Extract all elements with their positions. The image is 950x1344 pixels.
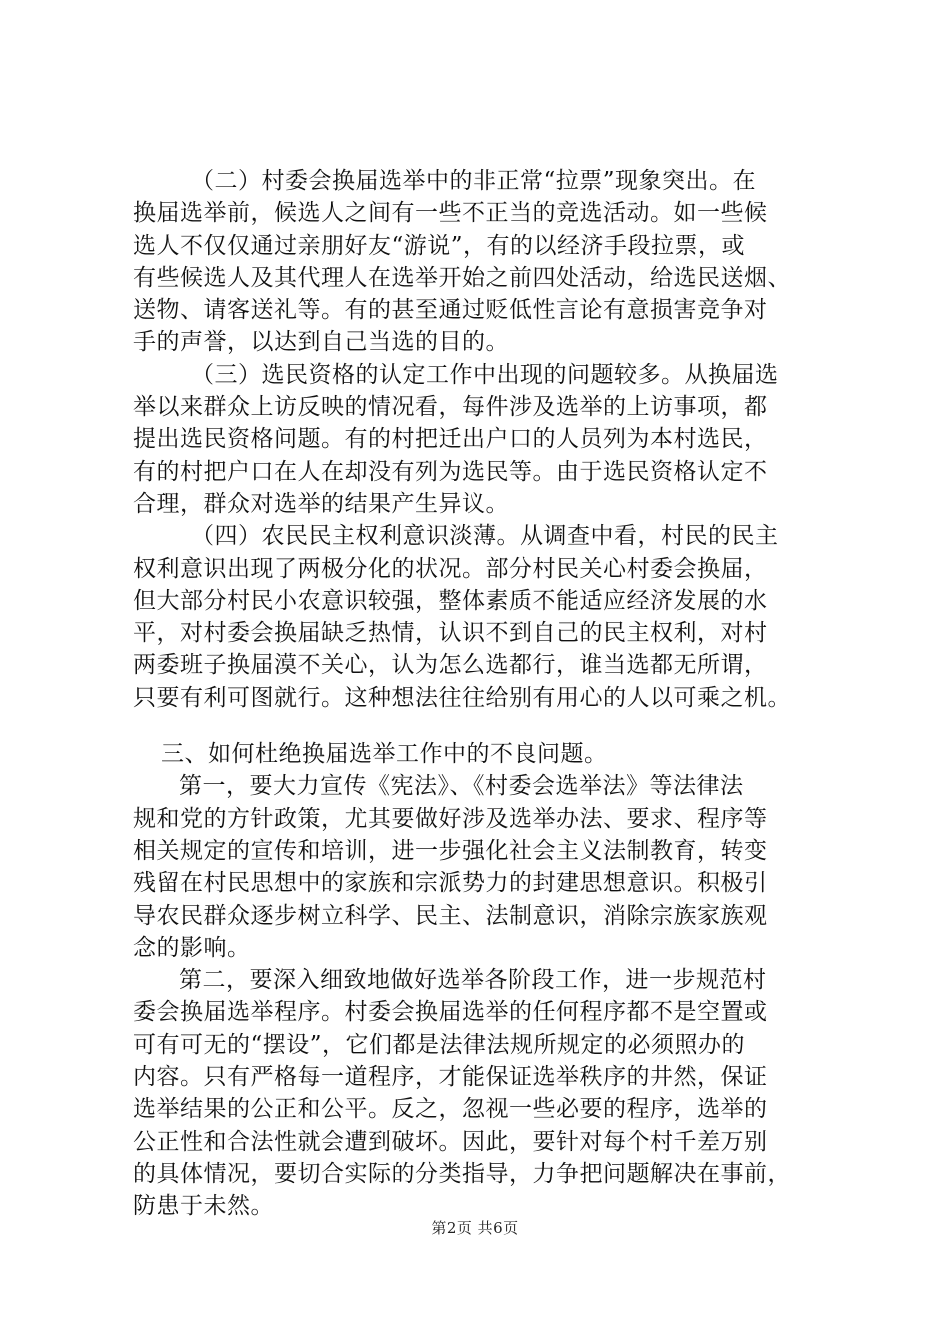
paragraph-line: 选人不仅仅通过亲朋好友“游说”，有的以经济手段拉票，或 — [133, 232, 746, 259]
section-heading: 三、如何杜绝换届选举工作中的不良问题。 — [161, 741, 608, 768]
paragraph-line: 第二，要深入细致地做好选举各阶段工作，进一步规范村 — [179, 967, 767, 994]
paragraph-line: 权利意识出现了两极分化的状况。部分村民关心村委会换届， — [133, 555, 768, 582]
paragraph-gap — [133, 714, 833, 738]
paragraph-section-4 — [133, 520, 833, 714]
paragraph-line: 相关规定的宣传和培训，进一步强化社会主义法制教育，转变 — [133, 837, 768, 864]
paragraph-line: 换届选举前，候选人之间有一些不正当的竞选活动。如一些候 — [133, 200, 768, 227]
document-body — [133, 165, 833, 1223]
paragraph-line: 两委班子换届漠不关心，认为怎么选都行，谁当选都无所谓， — [133, 652, 768, 679]
paragraph-line: 委会换届选举程序。村委会换届选举的任何程序都不是空置或 — [133, 999, 768, 1026]
paragraph-line: （四）农民民主权利意识淡薄。从调查中看，村民的民主 — [191, 523, 779, 550]
paragraph-line: （三）选民资格的认定工作中出现的问题较多。从换届选 — [191, 361, 779, 388]
paragraph-line: 防患于未然。 — [133, 1193, 274, 1220]
paragraph-measure-2 — [133, 964, 833, 1222]
paragraph-line: 有些候选人及其代理人在选举开始之前四处活动，给选民送烟、 — [133, 264, 791, 291]
paragraph-line: 残留在村民思想中的家族和宗派势力的封建思想意识。积极引 — [133, 870, 768, 897]
paragraph-line: 手的声誉，以达到自己当选的目的。 — [133, 329, 509, 356]
paragraph-line: 送物、请客送礼等。有的甚至通过贬低性言论有意损害竞争对 — [133, 297, 768, 324]
paragraph-line: 平，对村委会换届缺乏热情，认识不到自己的民主权利，对村 — [133, 620, 768, 647]
paragraph-section-3 — [133, 359, 833, 520]
paragraph-line: 只要有利可图就行。这种想法往往给别有用心的人以可乘之机。 — [133, 684, 791, 711]
paragraph-line: 的具体情况，要切合实际的分类指导，力争把问题解决在事前， — [133, 1160, 791, 1187]
paragraph-line: 提出选民资格问题。有的村把迁出户口的人员列为本村选民， — [133, 426, 768, 453]
paragraph-line: 举以来群众上访反映的情况看，每件涉及选举的上访事项，都 — [133, 394, 768, 421]
paragraph-line: 内容。只有严格每一道程序，才能保证选举秩序的井然，保证 — [133, 1064, 768, 1091]
paragraph-line: 可有可无的“摆设”，它们都是法律法规所规定的必须照办的 — [133, 1031, 746, 1058]
paragraph-line: 但大部分村民小农意识较强，整体素质不能适应经济发展的水 — [133, 587, 768, 614]
paragraph-line: 导农民群众逐步树立科学、民主、法制意识，消除宗族家族观 — [133, 902, 768, 929]
paragraph-line: 第一，要大力宣传《宪法》、《村委会选举法》等法律法 — [179, 773, 744, 800]
paragraph-line: 合理，群众对选举的结果产生异议。 — [133, 490, 509, 517]
paragraph-section-2 — [133, 165, 833, 359]
paragraph-line: （二）村委会换届选举中的非正常“拉票”现象突出。在 — [191, 168, 757, 194]
paragraph-line: 有的村把户口在人在却没有列为选民等。由于选民资格认定不 — [133, 458, 768, 485]
paragraph-line: 规和党的方针政策，尤其要做好涉及选举办法、要求、程序等 — [133, 805, 768, 832]
paragraph-line: 念的影响。 — [133, 934, 251, 961]
paragraph-line: 选举结果的公正和公平。反之，忽视一些必要的程序，选举的 — [133, 1096, 768, 1123]
paragraph-line: 公正性和合法性就会遭到破坏。因此，要针对每个村千差万别 — [133, 1128, 768, 1155]
paragraph-measure-1 — [133, 770, 833, 964]
page-number-footer: 第2页 共6页 — [431, 1219, 519, 1237]
